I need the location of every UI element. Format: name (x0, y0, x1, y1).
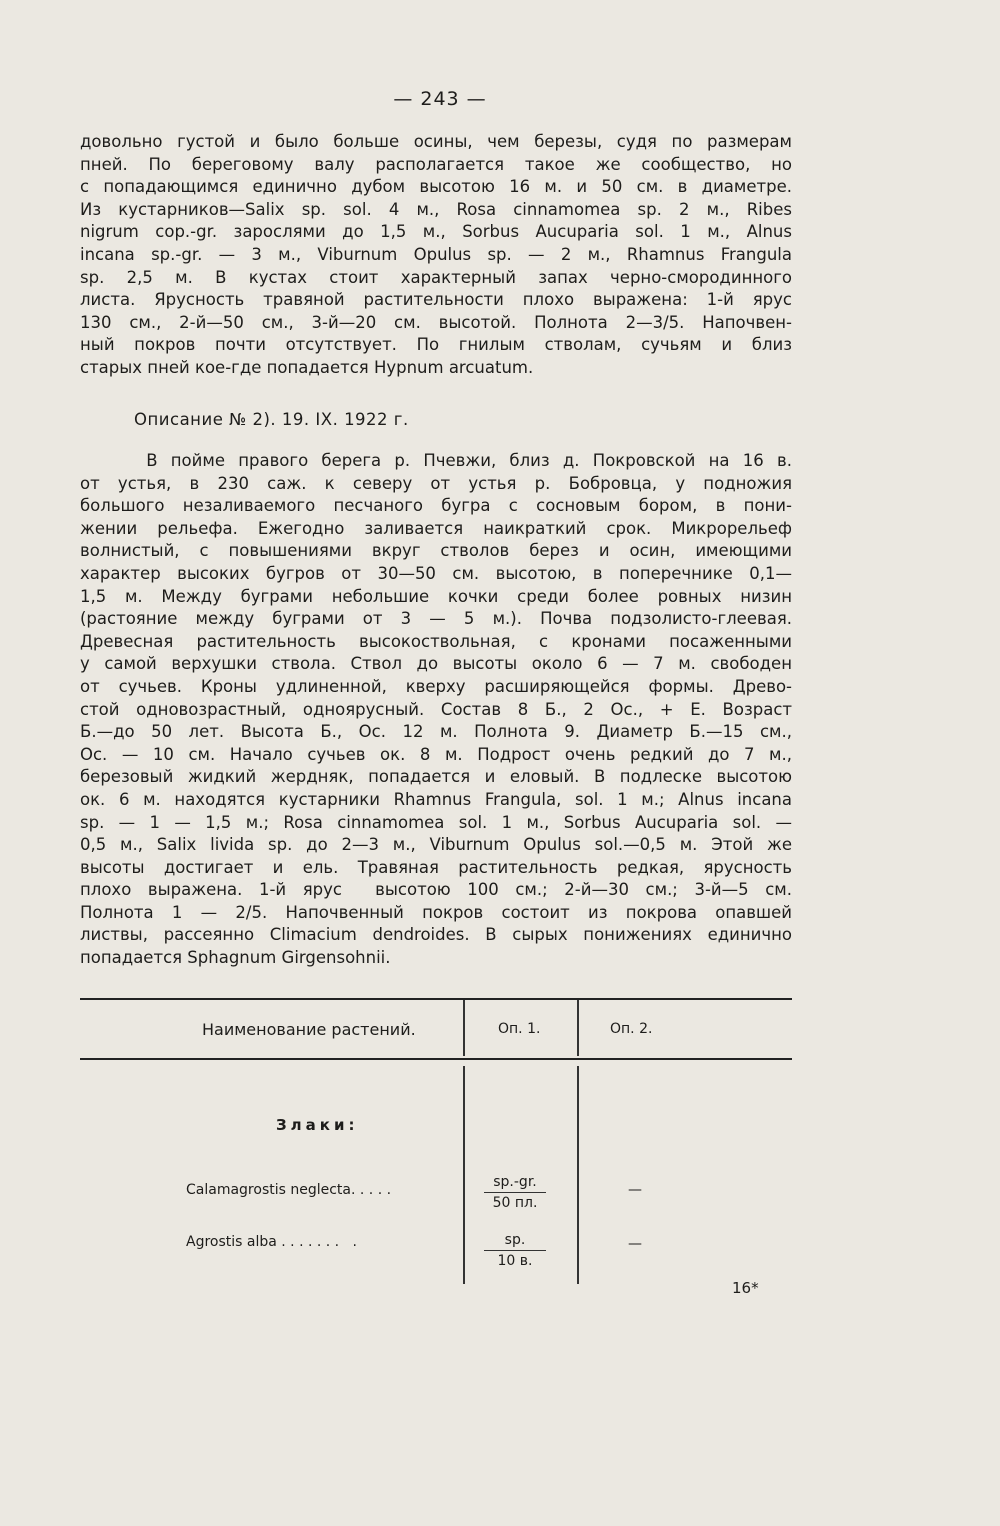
text-line: волнистый, с повышениями вкруг стволов берез и осин, имеющими (80, 541, 792, 561)
page-number: — 243 — (393, 88, 487, 110)
empty-cell-dash: — (628, 1182, 642, 1198)
text-line: высоты достигает и ель. Травяная растительность редкая, ярусность (80, 857, 792, 877)
text-line: жении рельефа. Ежегодно заливается наикраткий срок. Микрорельеф (80, 518, 792, 538)
text-line: большого незаливаемого песчаного бугра с сосновым бором, в пони- (80, 496, 792, 516)
printer-signature: 16* (732, 1279, 759, 1297)
group-title: Злаки: (276, 1116, 359, 1134)
header-op2: Оп. 2. (610, 1021, 653, 1037)
empty-cell-dash: — (628, 1236, 642, 1252)
plant-table (80, 998, 792, 1288)
paragraph-2 (80, 450, 792, 970)
text-line: nigrum cop.-gr. зарослями до 1,5 м., Sorbus Aucuparia sol. 1 м., Alnus (80, 222, 792, 242)
text-line: листвы, рассеянно Climacium dendroides. В сырых понижениях единично (80, 925, 792, 945)
abundance-fraction (484, 1174, 546, 1211)
table-top-rule (80, 998, 792, 1000)
text-line: sp. — 1 — 1,5 м.; Rosa cinnamomea sol. 1 м., Sorbus Aucuparia sol. — (80, 812, 792, 832)
abundance-area: 10 в. (497, 1253, 533, 1269)
text-line: с попадающимся единично дубом высотою 16 м. и 50 см. в диаметре. (80, 177, 792, 197)
text-line: характер высоких бугров от 30—50 см. высотою, в поперечнике 0,1— (80, 563, 792, 583)
text-line: березовый жидкий жердняк, попадается и еловый. В подлеске высотою (80, 767, 792, 787)
text-line: В пойме правого берега р. Пчевжи, близ д. Покровской на 16 в. (80, 451, 792, 470)
plant-name: Agrostis alba . . . . . . . . (186, 1234, 357, 1250)
text-line: Б.—до 50 лет. Высота Б., Ос. 12 м. Полнота 9. Диаметр Б.—15 см., (80, 722, 792, 742)
abundance-value: sp. (484, 1232, 546, 1251)
paragraph-1 (80, 131, 792, 380)
text-line: incana sp.-gr. — 3 м., Viburnum Opulus sp. — 2 м., Rhamnus Frangula (80, 244, 792, 264)
text-line: Из кустарников—Salix sp. sol. 4 м., Rosa cinnamomea sp. 2 м., Ribes (80, 199, 792, 219)
text-line: sp. 2,5 м. В кустах стоит характерный запах черно-смородинного (80, 267, 792, 287)
abundance-value: sp.-gr. (484, 1174, 546, 1193)
text-line: листа. Ярусность травяной растительности плохо выражена: 1-й ярус (80, 290, 792, 310)
text-line: ный покров почти отсутствует. По гнилым стволам, сучьям и близ (80, 335, 792, 355)
text-line: Древесная растительность высокоствольная, с кронами посаженными (80, 631, 792, 651)
text-line: довольно густой и было больше осины, чем березы, судя по размерам (80, 132, 792, 151)
text-line: от сучьев. Кроны удлиненной, кверху расширяющейся формы. Древо- (80, 676, 792, 696)
text-line: 0,5 м., Salix livida sp. до 2—3 м., Viburnum Opulus sol.—0,5 м. Этой же (80, 835, 792, 855)
abundance-fraction (484, 1232, 546, 1269)
text-line: 130 см., 2-й—50 см., 3-й—20 см. высотой. Полнота 2—3/5. Напочвен- (80, 312, 792, 332)
text-line: (растояние между буграми от 3 — 5 м.). Почва подзолисто-глеевая. (80, 609, 792, 629)
text-line: попадается Sphagnum Girgensohnii. (80, 948, 391, 968)
header-plant-name: Наименование растений. (202, 1020, 416, 1039)
text-line: 1,5 м. Между буграми небольшие кочки среди более ровных низин (80, 586, 792, 606)
abundance-area: 50 пл. (492, 1195, 538, 1211)
description-heading: Описание № 2). 19. IX. 1922 г. (134, 410, 409, 429)
column-divider (577, 1000, 579, 1056)
text-line: пней. По береговому валу располагается такое же сообщество, но (80, 154, 792, 174)
table-header-rule (80, 1058, 792, 1060)
column-divider (463, 1000, 465, 1056)
text-line: плохо выражена. 1-й ярус высотою 100 см.; 2-й—30 см.; 3-й—5 см. (80, 880, 792, 900)
text-line: у самой верхушки ствола. Ствол до высоты около 6 — 7 м. свободен (80, 654, 792, 674)
text-line: стой одновозрастный, одноярусный. Состав 8 Б., 2 Ос., + Е. Возраст (80, 699, 792, 719)
header-op1: Оп. 1. (498, 1021, 541, 1037)
text-line: старых пней кое-где попадается Hypnum arcuatum. (80, 357, 534, 377)
text-line: ок. 6 м. находятся кустарники Rhamnus Frangula, sol. 1 м.; Alnus incana (80, 789, 792, 809)
plant-name: Calamagrostis neglecta. . . . . (186, 1182, 392, 1198)
text-line: Полнота 1 — 2/5. Напочвенный покров состоит из покрова опавшей (80, 902, 792, 922)
column-divider (463, 1066, 465, 1284)
text-line: от устья, в 230 саж. к северу от устья р. Бобровца, у подножия (80, 473, 792, 493)
text-line: Ос. — 10 см. Начало сучьев ок. 8 м. Подрост очень редкий до 7 м., (80, 744, 792, 764)
column-divider (577, 1066, 579, 1284)
